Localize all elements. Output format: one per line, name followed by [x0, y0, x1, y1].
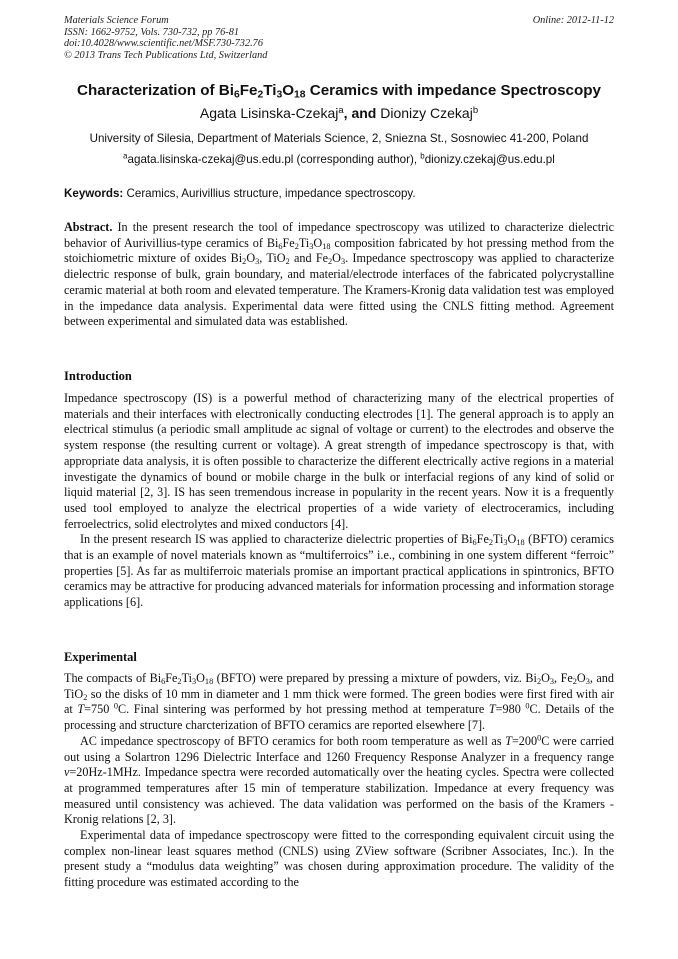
paper-title: Characterization of $Bi_6Fe_2Ti_3O_{18}$ Ceramics with impedance Spectroscopy — [77, 82, 601, 101]
keywords-text: Ceramics, Aurivillius structure, impedance spectroscopy. — [123, 187, 416, 200]
author-list: Agata Lisinska-Czekaj$^a$, and Dionizy Czekaj$^b$ — [199, 104, 479, 121]
keywords-label: Keywords: — [64, 187, 124, 200]
keywords — [64, 186, 624, 201]
online-date: Online: 2012-11-12 — [532, 15, 614, 26]
journal-name: Materials Science Forum — [64, 15, 169, 26]
abstract: Abstract. In the present research the tool of impedance spectroscopy was utilized to characterize dielectric behavior of Aurivillius-type ceramics of $Bi_6Fe_2Ti_3O_{18}$ composition fabricated by hot pressing method from the stoichiometric mixture of oxides $Bi_2O_3$, TiO$_2$ and $Fe_2O_3$. Impedance spectroscopy was applied to characterize dielectric response of bulk, grain boundary, and material/electrode interfaces of the fabricated polycrystalline ceramic material at both room and elevated temperature. The Kramers-Kronig data validation test was employed in the impedance data analysis. Experimental data were fitted using the CNLS fitting method. Agreement between experimental and simulated data was established. — [64, 220, 614, 329]
section-heading-experimental: Experimental — [64, 650, 137, 664]
email-2[interactable]: dionizy.czekaj@us.edu.pl — [424, 153, 555, 166]
paragraph: Impedance spectroscopy (IS) is a powerful method of characterizing many of the electrical properties of materials and their interfaces with electronically conducting electrodes [1]. The general approach is to apply an electrical stimulus (a periodic small amplitude ac signal of voltage or current) to the electrodes and observe the system response (the resulting current or voltage). A great strength of impedance spectroscopy is that, with appropriate data analysis, it is often possible to characterize the different electrically active regions in a material investigate the dynamics of bound or mobile charge in the bulk or interfacial regions of any kind of solid or liquid material [2, 3]. IS has seen tremendous increase in popularity in the recent years. Now it is a frequently used tool employed to analyze the electrical properties of a wide variety of electroceramics, including ferroelectrics, solid electrolytes and mixed conductors [4]. — [64, 391, 614, 531]
copyright-line: © 2013 Trans Tech Publications Ltd, Switzerland — [64, 49, 268, 61]
introduction-body — [64, 391, 614, 611]
affiliation: University of Silesia, Department of Materials Science, 2, Sniezna St., Sosnowiec 41-200, Poland — [89, 132, 589, 145]
section-heading-introduction: Introduction — [64, 369, 132, 383]
experimental-body — [64, 671, 614, 891]
author-1: Agata Lisinska-Czekaj — [199, 105, 339, 121]
author-2: Dionizy Czekaj — [380, 105, 473, 121]
paragraph: In the present research IS was applied to characterize dielectric properties of $Bi_6Fe_2Ti_3O_{18}$ (BFTO) ceramics that is an example of novel materials known as “multiferroics” i.e., combining in one system different “ferroic” properties [5]. As far as multiferroic materials promise an important practical applications in spintronics, BFTO ceramics may be attractive for producing advanced materials for information processing and information storage applications [6]. — [64, 532, 614, 610]
email-line: $^a$agata.lisinska-czekaj@us.edu.pl (corresponding author), $^b$dionizy.czekaj@us.edu.pl — [123, 151, 555, 166]
paragraph: The compacts of $Bi_6Fe_2Ti_3O_{18}$ (BFTO) were prepared by pressing a mixture of powders, viz. $Bi_2O_3$, $Fe_2O_3$, and TiO$_2$ so the disks of 10 mm in diameter and 1 mm thick were formed. The green bodies were first fired with air at T=750 $^0$C. Final sintering was performed by hot pressing method at temperature T=980 $^0$C. Details of the processing and structure charcterization of BFTO ceramics are reported elsewhere [7]. — [64, 671, 614, 733]
paragraph: AC impedance spectroscopy of BFTO ceramics for both room temperature as well as $T=200^0C$ were carried out using a Solartron 1296 Dielectric Interface and 1260 Frequency Response Analyzer in a frequency range ν=20Hz-1MHz. Impedance spectra were recorded automatically over the heating cycles. Spectra were collected at programmed temperatures after 15 min of temperature stabilization. Impedance at every frequency was measured until consistency was achieved. The data validation was performed on the basis of the Kramers -Kronig relations [2, 3]. — [64, 733, 614, 827]
email-1[interactable]: agata.lisinska-czekaj@us.edu.pl (corresponding author), — [127, 153, 421, 166]
abstract-label: Abstract. — [64, 220, 113, 234]
doi-line[interactable]: doi:10.4028/www.scientific.net/MSF.730-732.76 — [64, 38, 263, 49]
issn-line: ISSN: 1662-9752, Vols. 730-732, pp 76-81 — [64, 26, 240, 38]
paragraph: Experimental data of impedance spectroscopy were fitted to the corresponding equivalent circuit using the complex non-linear least squares method (CNLS) using ZView software (Scribner Associates, Inc.). In the present study a “modulus data weighting” was chosen during approximation procedure. The validity of the fitting procedure was estimated according to the — [64, 828, 614, 890]
journal-header — [64, 15, 614, 61]
